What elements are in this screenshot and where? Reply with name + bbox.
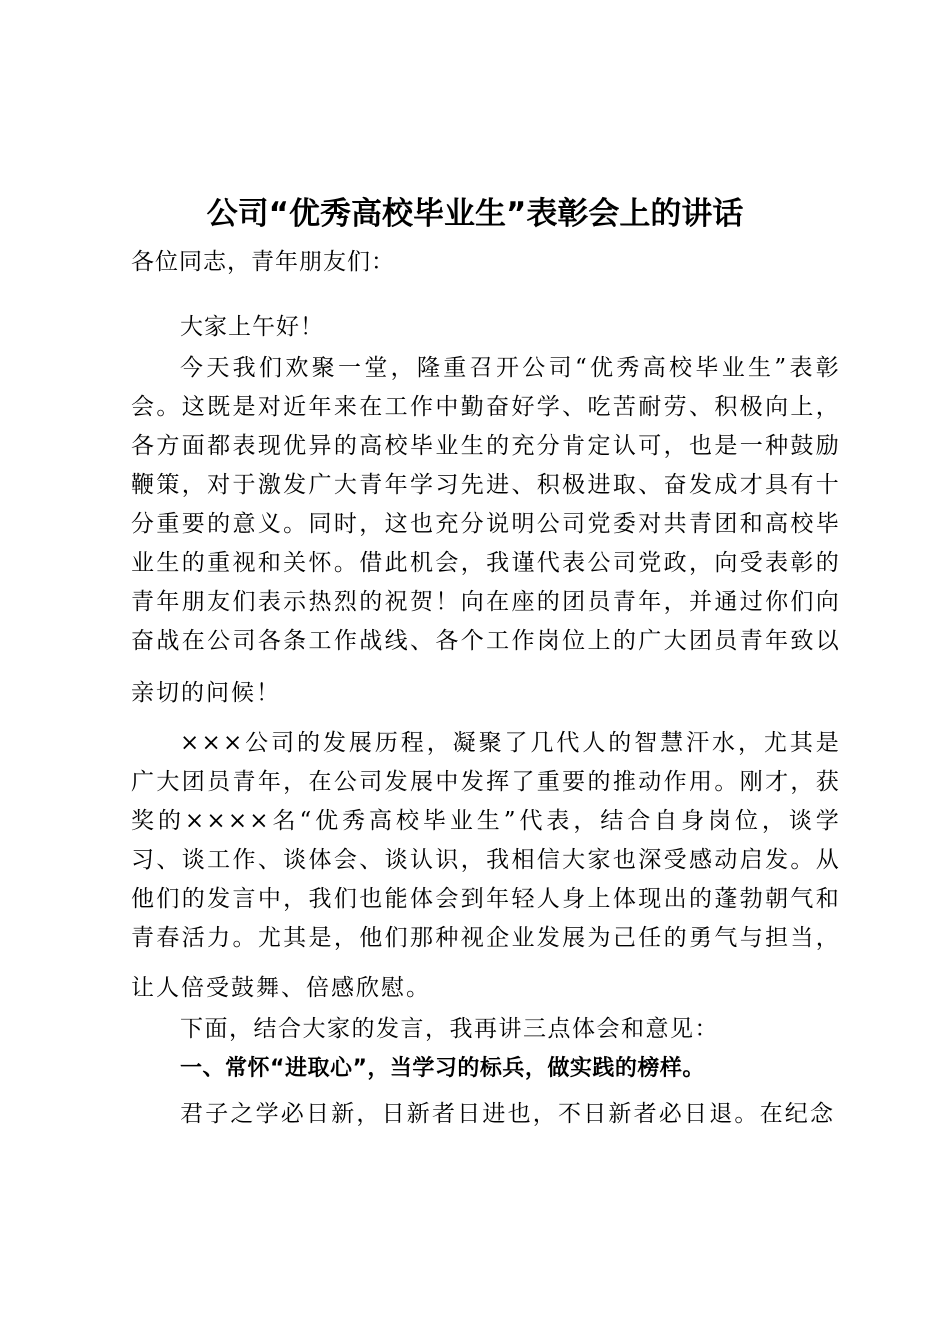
paragraph-line: 鞭策，对于激发广大青年学习先进、积极进取、奋发成才具有十 — [131, 472, 841, 498]
paragraph-line: 今天我们欢聚一堂，隆重召开公司“优秀高校毕业生”表彰 — [180, 355, 841, 381]
paragraph-2-tail: 让人倍受鼓舞、倍感欣慰。 — [131, 975, 431, 1001]
paragraph-line: 会。这既是对近年来在工作中勤奋好学、吃苦耐劳、积极向上， — [131, 394, 841, 420]
salutation: 各位同志，青年朋友们： — [131, 249, 395, 275]
paragraph-1-tail: 亲切的问候！ — [131, 680, 281, 706]
paragraph-line: ×××公司的发展历程，凝聚了几代人的智慧汗水，尤其是 — [180, 730, 841, 756]
greeting: 大家上午好！ — [180, 314, 324, 340]
paragraph-line: 业生的重视和关怀。借此机会，我谨代表公司党政，向受表彰的 — [131, 550, 841, 576]
paragraph-3: 下面，结合大家的发言，我再讲三点体会和意见： — [180, 1016, 719, 1042]
paragraph-line: 分重要的意义。同时，这也充分说明公司党委对共青团和高校毕 — [131, 511, 841, 537]
paragraph-line: 奋战在公司各条工作战线、各个工作岗位上的广大团员青年致以 — [131, 628, 841, 654]
document-title: 公司“优秀高校毕业生”表彰会上的讲话 — [206, 196, 744, 232]
paragraph-4: 君子之学必日新，日新者日进也，不日新者必日退。在纪念 — [180, 1101, 836, 1127]
paragraph-line: 他们的发言中，我们也能体会到年轻人身上体现出的蓬勃朝气和 — [131, 886, 841, 912]
paragraph-line: 青春活力。尤其是，他们那种视企业发展为己任的勇气与担当， — [131, 925, 841, 951]
paragraph-line: 广大团员青年，在公司发展中发挥了重要的推动作用。刚才，获 — [131, 769, 841, 795]
paragraph-line: 各方面都表现优异的高校毕业生的充分肯定认可，也是一种鼓励 — [131, 433, 841, 459]
paragraph-line: 奖的××××名“优秀高校毕业生”代表，结合自身岗位，谈学 — [131, 808, 841, 834]
paragraph-1 — [131, 349, 841, 661]
section-heading-1: 一、常怀“进取心”，当学习的标兵，做实践的榜样。 — [180, 1056, 705, 1081]
paragraph-line: 习、谈工作、谈体会、谈认识，我相信大家也深受感动启发。从 — [131, 847, 841, 873]
paragraph-line: 青年朋友们表示热烈的祝贺！向在座的团员青年，并通过你们向 — [131, 589, 841, 615]
paragraph-2 — [131, 724, 841, 958]
